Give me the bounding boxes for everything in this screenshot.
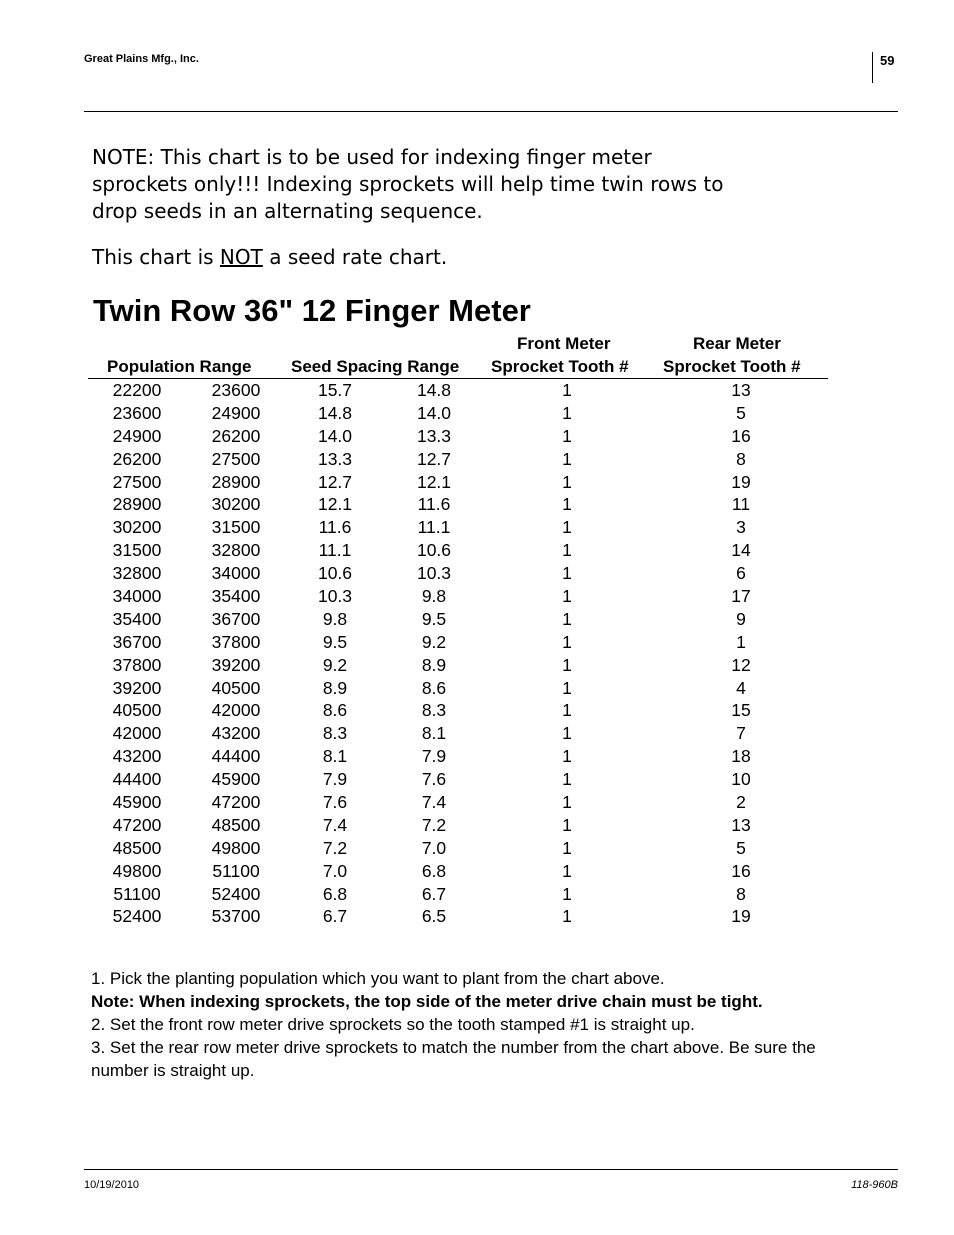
cell-spacing-min: 7.6 — [421, 769, 447, 790]
table-row — [0, 699, 954, 722]
table-row — [0, 448, 954, 471]
cell-rear-sprocket-tooth: 4 — [736, 677, 746, 698]
cell-front-sprocket-tooth: 1 — [562, 540, 572, 561]
company-name: Great Plains Mfg., Inc. — [84, 53, 199, 65]
cell-population-min: 45900 — [112, 792, 162, 813]
cell-rear-sprocket-tooth: 15 — [731, 700, 751, 721]
cell-front-sprocket-tooth: 1 — [562, 746, 572, 767]
cell-front-sprocket-tooth: 1 — [562, 814, 572, 835]
table-row — [0, 814, 954, 837]
cell-spacing-min: 6.7 — [421, 883, 447, 904]
cell-population-min: 31500 — [112, 540, 162, 561]
table-row — [0, 539, 954, 562]
cell-spacing-max: 8.1 — [322, 746, 348, 767]
cell-rear-sprocket-tooth: 13 — [731, 380, 751, 400]
cell-population-min: 35400 — [112, 608, 162, 629]
cell-population-max: 37800 — [211, 631, 261, 652]
cell-front-sprocket-tooth: 1 — [562, 792, 572, 813]
cell-rear-sprocket-tooth: 10 — [731, 769, 751, 790]
cell-population-min: 48500 — [112, 837, 162, 858]
cell-population-max: 42000 — [211, 700, 261, 721]
table-row — [0, 425, 954, 448]
cell-rear-sprocket-tooth: 14 — [731, 540, 751, 561]
cell-spacing-max: 8.3 — [322, 723, 348, 744]
table-row — [0, 608, 954, 631]
cell-front-sprocket-tooth: 1 — [562, 517, 572, 538]
cell-spacing-max: 10.3 — [317, 586, 353, 607]
cell-front-sprocket-tooth: 1 — [562, 494, 572, 515]
cell-population-min: 42000 — [112, 723, 162, 744]
cell-population-max: 24900 — [211, 402, 261, 423]
header-front-meter: Front Meter — [517, 334, 611, 353]
cell-population-min: 26200 — [112, 448, 162, 469]
cell-population-min: 36700 — [112, 631, 162, 652]
cell-rear-sprocket-tooth: 17 — [731, 586, 751, 607]
cell-population-min: 34000 — [112, 586, 162, 607]
cell-spacing-min: 11.6 — [417, 494, 451, 515]
cell-spacing-max: 8.6 — [322, 700, 348, 721]
cell-population-min: 40500 — [112, 700, 162, 721]
cell-population-max: 49800 — [211, 837, 261, 858]
cell-population-max: 23600 — [211, 380, 261, 400]
cell-population-min: 28900 — [112, 494, 162, 515]
cell-population-max: 31500 — [211, 517, 261, 538]
cell-spacing-max: 9.5 — [322, 631, 348, 652]
cell-front-sprocket-tooth: 1 — [562, 631, 572, 652]
table-row — [0, 883, 954, 906]
cell-population-min: 43200 — [112, 746, 162, 767]
cell-population-max: 39200 — [211, 654, 261, 675]
cell-population-min: 51100 — [113, 883, 161, 904]
cell-spacing-min: 14.8 — [416, 380, 452, 400]
indexing-note — [92, 144, 792, 225]
cell-spacing-min: 7.9 — [421, 746, 447, 767]
cell-spacing-max: 11.1 — [318, 540, 352, 561]
cell-spacing-min: 10.6 — [416, 540, 452, 561]
cell-population-min: 23600 — [112, 402, 162, 423]
cell-population-max: 32800 — [211, 540, 261, 561]
cell-spacing-max: 14.8 — [317, 402, 353, 423]
cell-population-max: 30200 — [211, 494, 261, 515]
cell-spacing-max: 7.4 — [322, 814, 348, 835]
cell-population-min: 27500 — [112, 471, 162, 492]
cell-spacing-min: 8.3 — [421, 700, 447, 721]
table-row — [0, 516, 954, 539]
cell-spacing-min: 8.9 — [421, 654, 447, 675]
cell-front-sprocket-tooth: 1 — [562, 883, 572, 904]
cell-population-max: 52400 — [211, 883, 261, 904]
cell-population-max: 27500 — [211, 448, 261, 469]
note-line-3: drop seeds in an alternating sequence. — [92, 199, 483, 223]
instruction-step-3: 3. Set the rear row meter drive sprockets to match the number from the chart above. Be sure the number is straight up. — [91, 1038, 816, 1080]
cell-population-max: 44400 — [211, 746, 261, 767]
cell-rear-sprocket-tooth: 13 — [731, 814, 751, 835]
table-row — [0, 654, 954, 677]
cell-spacing-min: 8.6 — [421, 677, 447, 698]
cell-population-max: 45900 — [211, 769, 261, 790]
cell-rear-sprocket-tooth: 11 — [731, 494, 751, 515]
cell-population-min: 32800 — [112, 563, 162, 584]
header-front-sprocket-tooth: Sprocket Tooth # — [491, 357, 629, 376]
table-row — [0, 745, 954, 768]
cell-rear-sprocket-tooth: 5 — [736, 402, 746, 423]
table-row — [0, 471, 954, 494]
cell-population-min: 47200 — [112, 814, 162, 835]
cell-spacing-min: 7.2 — [421, 814, 447, 835]
page-number-divider — [872, 52, 873, 83]
cell-front-sprocket-tooth: 1 — [562, 860, 572, 881]
instructions — [91, 967, 851, 1082]
cell-rear-sprocket-tooth: 1 — [736, 631, 746, 652]
cell-spacing-max: 7.9 — [322, 769, 348, 790]
cell-rear-sprocket-tooth: 19 — [731, 471, 751, 492]
cell-population-max: 26200 — [211, 425, 261, 446]
cell-rear-sprocket-tooth: 5 — [736, 837, 746, 858]
cell-rear-sprocket-tooth: 16 — [731, 425, 751, 446]
cell-population-max: 36700 — [211, 608, 261, 629]
cell-spacing-max: 12.7 — [317, 471, 353, 492]
cell-rear-sprocket-tooth: 18 — [731, 746, 751, 767]
cell-front-sprocket-tooth: 1 — [562, 769, 572, 790]
table-row — [0, 631, 954, 654]
cell-population-max: 53700 — [211, 906, 261, 927]
cell-front-sprocket-tooth: 1 — [562, 448, 572, 469]
cell-spacing-min: 14.0 — [416, 402, 452, 423]
cell-rear-sprocket-tooth: 19 — [731, 906, 751, 927]
cell-rear-sprocket-tooth: 16 — [731, 860, 751, 881]
not-rate-suffix: a seed rate chart. — [262, 245, 448, 269]
cell-population-min: 24900 — [112, 425, 162, 446]
cell-spacing-max: 6.7 — [322, 906, 348, 927]
cell-spacing-min: 8.1 — [421, 723, 447, 744]
not-seed-rate-statement — [92, 245, 447, 269]
cell-spacing-max: 7.0 — [322, 860, 348, 881]
not-rate-prefix: This chart is — [92, 245, 220, 269]
cell-front-sprocket-tooth: 1 — [562, 700, 572, 721]
cell-spacing-max: 8.9 — [322, 677, 348, 698]
cell-population-max: 35400 — [211, 586, 261, 607]
cell-rear-sprocket-tooth: 3 — [736, 517, 746, 538]
cell-spacing-min: 9.2 — [421, 631, 447, 652]
instruction-step-2: 2. Set the front row meter drive sprockets so the tooth stamped #1 is straight up. — [91, 1015, 695, 1034]
table-row — [0, 562, 954, 585]
cell-spacing-min: 9.8 — [421, 586, 447, 607]
cell-population-min: 44400 — [112, 769, 162, 790]
cell-spacing-max: 14.0 — [317, 425, 353, 446]
cell-front-sprocket-tooth: 1 — [562, 654, 572, 675]
cell-population-min: 52400 — [112, 906, 162, 927]
cell-spacing-max: 13.3 — [317, 448, 353, 469]
table-row — [0, 677, 954, 700]
cell-spacing-min: 12.1 — [416, 471, 452, 492]
cell-spacing-min: 9.5 — [421, 608, 447, 629]
cell-rear-sprocket-tooth: 8 — [736, 448, 746, 469]
cell-spacing-max: 6.8 — [322, 883, 348, 904]
cell-population-min: 39200 — [112, 677, 162, 698]
cell-spacing-max: 12.1 — [317, 494, 353, 515]
cell-population-max: 48500 — [211, 814, 261, 835]
cell-spacing-max: 9.8 — [322, 608, 348, 629]
table-row — [0, 860, 954, 883]
cell-rear-sprocket-tooth: 12 — [731, 654, 751, 675]
cell-front-sprocket-tooth: 1 — [562, 837, 572, 858]
note-line-2: sprockets only!!! Indexing sprockets will help time twin rows to — [92, 172, 724, 196]
cell-front-sprocket-tooth: 1 — [562, 677, 572, 698]
cell-population-max: 51100 — [212, 860, 260, 881]
table-body — [0, 379, 954, 928]
cell-spacing-max: 7.6 — [322, 792, 348, 813]
cell-population-min: 37800 — [112, 654, 162, 675]
table-title: Twin Row 36" 12 Finger Meter — [93, 293, 531, 328]
cell-spacing-max: 7.2 — [322, 837, 348, 858]
cell-population-min: 22200 — [112, 380, 162, 400]
cell-spacing-min: 12.7 — [416, 448, 452, 469]
cell-spacing-max: 9.2 — [322, 654, 348, 675]
cell-front-sprocket-tooth: 1 — [562, 380, 572, 400]
header-seed-spacing-range: Seed Spacing Range — [291, 357, 460, 376]
cell-spacing-max: 15.7 — [317, 380, 353, 400]
header-rear-meter: Rear Meter — [693, 334, 781, 353]
table-row — [0, 768, 954, 791]
cell-rear-sprocket-tooth: 7 — [736, 723, 746, 744]
cell-rear-sprocket-tooth: 8 — [736, 883, 746, 904]
footer-rule — [84, 1169, 898, 1170]
cell-population-max: 40500 — [211, 677, 261, 698]
page-number: 59 — [880, 53, 895, 68]
table-row — [0, 905, 954, 928]
cell-rear-sprocket-tooth: 6 — [736, 563, 746, 584]
cell-front-sprocket-tooth: 1 — [562, 471, 572, 492]
table-row — [0, 402, 954, 425]
cell-front-sprocket-tooth: 1 — [562, 906, 572, 927]
cell-population-min: 30200 — [112, 517, 162, 538]
cell-population-max: 34000 — [211, 563, 261, 584]
cell-front-sprocket-tooth: 1 — [562, 425, 572, 446]
table-row — [0, 837, 954, 860]
cell-population-max: 43200 — [211, 723, 261, 744]
not-rate-underlined: NOT — [219, 245, 263, 269]
cell-population-max: 47200 — [211, 792, 261, 813]
cell-front-sprocket-tooth: 1 — [562, 586, 572, 607]
table-row — [0, 791, 954, 814]
cell-spacing-max: 11.6 — [318, 517, 352, 538]
header-rear-sprocket-tooth: Sprocket Tooth # — [663, 357, 801, 376]
cell-spacing-min: 11.1 — [417, 517, 451, 538]
cell-rear-sprocket-tooth: 2 — [736, 792, 746, 813]
note-line-1: NOTE: This chart is to be used for indexing finger meter — [92, 145, 652, 169]
cell-spacing-max: 10.6 — [317, 563, 353, 584]
cell-spacing-min: 13.3 — [416, 425, 452, 446]
cell-spacing-min: 6.8 — [421, 860, 447, 881]
table-row — [0, 722, 954, 745]
cell-spacing-min: 7.0 — [421, 837, 447, 858]
cell-spacing-min: 10.3 — [416, 563, 452, 584]
cell-front-sprocket-tooth: 1 — [562, 563, 572, 584]
cell-front-sprocket-tooth: 1 — [562, 723, 572, 744]
cell-spacing-min: 7.4 — [421, 792, 447, 813]
header-rule — [84, 111, 898, 112]
table-row — [0, 379, 954, 402]
cell-spacing-min: 6.5 — [421, 906, 447, 927]
header-population-range: Population Range — [107, 357, 252, 376]
table-row — [0, 493, 954, 516]
instruction-step-1: 1. Pick the planting population which you want to plant from the chart above. — [91, 969, 665, 988]
cell-rear-sprocket-tooth: 9 — [736, 608, 746, 629]
footer-doc-number: 118-960B — [851, 1179, 898, 1191]
cell-front-sprocket-tooth: 1 — [562, 608, 572, 629]
cell-front-sprocket-tooth: 1 — [562, 402, 572, 423]
footer-date: 10/19/2010 — [84, 1179, 140, 1191]
cell-population-max: 28900 — [211, 471, 261, 492]
table-row — [0, 585, 954, 608]
cell-population-min: 49800 — [112, 860, 162, 881]
instruction-note: Note: When indexing sprockets, the top side of the meter drive chain must be tight. — [91, 992, 763, 1011]
